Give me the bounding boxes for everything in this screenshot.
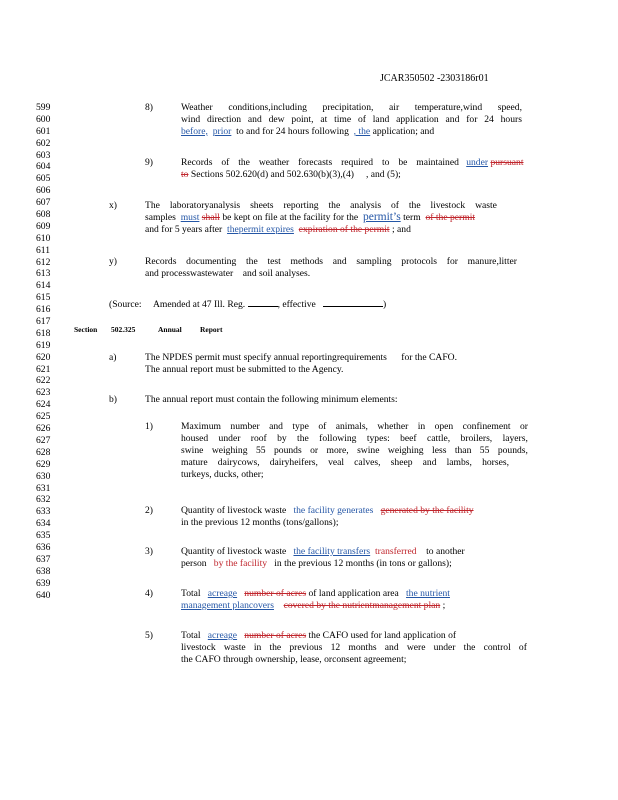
word: and (445, 113, 460, 125)
word: hours (500, 113, 522, 125)
word: horses, (482, 456, 509, 468)
line-number: 627 (36, 434, 51, 446)
source-note (109, 297, 386, 309)
word: maintained (416, 157, 459, 168)
item-label: 4) (145, 588, 153, 599)
word: 12 (330, 641, 341, 653)
word: more, (326, 444, 349, 456)
paragraph-line (181, 126, 522, 138)
word: speed, (497, 102, 522, 113)
word: and (269, 421, 283, 432)
word: than (454, 444, 472, 456)
paragraph-line (181, 505, 474, 517)
word: beef (400, 432, 417, 444)
word: 24 (484, 113, 494, 125)
body-text: the CAFO used for land application of (308, 630, 457, 641)
paragraph-line (109, 297, 386, 309)
word: of (390, 200, 399, 211)
body-text: Amended at 47 Ill. Reg. (152, 299, 246, 310)
word: Weather (181, 102, 213, 113)
blank-line (323, 297, 383, 307)
item-label: 8) (145, 102, 153, 113)
word: type (292, 421, 309, 432)
word: livestock (430, 200, 466, 211)
paragraph-line (181, 445, 528, 457)
inserted-text: management plancovers (181, 599, 274, 611)
line-number: 607 (36, 197, 51, 209)
inserted-text: permit’s (362, 210, 401, 223)
line-number: 602 (36, 137, 51, 149)
word: whether (377, 421, 409, 432)
section-title: Annual (158, 325, 182, 334)
line-number: 637 (36, 553, 51, 565)
section-number: 502.325 (111, 325, 136, 334)
word: and (422, 456, 437, 468)
word: for (446, 256, 458, 267)
line-number: 620 (36, 351, 51, 363)
word: point, (291, 113, 314, 125)
word: months (348, 641, 377, 653)
word: the (463, 641, 476, 653)
line-number: 606 (36, 185, 51, 197)
paragraph-line: and processwastewater and soil analyses. (145, 267, 311, 279)
line-number: 611 (36, 244, 51, 256)
word: methods (290, 256, 324, 267)
word: were (406, 641, 426, 653)
line-number: 622 (36, 375, 51, 387)
paragraph-y (145, 256, 517, 280)
word: sampling (356, 256, 392, 267)
line-number: 608 (36, 209, 51, 221)
deleted-text: transferred (374, 546, 417, 557)
inserted-text: must (180, 211, 200, 223)
word: following (319, 432, 357, 444)
line-number: 628 (36, 446, 51, 458)
line-number: 601 (36, 125, 51, 137)
line-number: 614 (36, 280, 51, 292)
paragraph-line (181, 642, 527, 654)
inserted-text: the nutrient (406, 588, 450, 599)
word: the (269, 641, 282, 653)
word: direction (207, 113, 242, 125)
word: dairyheifers, (269, 456, 318, 468)
word: laboratoryanalysis (169, 200, 241, 211)
word: protocols (401, 256, 438, 267)
paragraph-line (145, 200, 497, 212)
word: sheep (390, 456, 413, 468)
paragraph-line (181, 457, 509, 469)
deleted-text: number of acres (244, 588, 307, 599)
item-label: b) (109, 394, 117, 405)
paragraph-b (145, 394, 398, 406)
paragraph-b2 (181, 505, 474, 529)
word: of (221, 157, 230, 168)
word: livestock (181, 641, 216, 653)
line-number: 631 (36, 482, 51, 494)
body-text: Total (181, 588, 201, 599)
word: Maximum (181, 421, 221, 432)
paragraph-line (181, 546, 465, 558)
deleted-text: generated by the facility (380, 505, 474, 516)
word: previous (289, 641, 323, 653)
word: swine (357, 444, 380, 456)
body-text: ) (382, 299, 387, 310)
word: in (417, 421, 426, 432)
paragraph-line (181, 433, 528, 445)
word: under (433, 641, 456, 653)
line-number-column (36, 102, 50, 601)
body-text: be kept on file at the facility for the (222, 211, 359, 223)
paragraph-line (181, 421, 528, 433)
line-number: 599 (36, 102, 51, 113)
deleted-text: shall (201, 211, 220, 223)
line-number: 630 (36, 470, 51, 482)
word: by (277, 432, 287, 444)
body-text: , and (5); (365, 168, 401, 180)
body-text: samples (145, 211, 176, 223)
item-label: a) (109, 352, 117, 363)
word: land (372, 113, 390, 125)
paragraph-line (181, 630, 527, 642)
word: open (434, 421, 454, 432)
line-number: 604 (36, 161, 51, 173)
word: lambs, (446, 456, 472, 468)
word: The (145, 200, 160, 211)
body-text: (Source: (109, 299, 142, 310)
inserted-text: acreage (207, 630, 238, 641)
word: weighing (211, 444, 248, 456)
paragraph-line (181, 114, 522, 126)
paragraph-b4 (181, 588, 450, 612)
word: reporting (283, 200, 319, 211)
body-text: ; and (391, 223, 411, 235)
word: for (466, 113, 478, 125)
word: the (297, 432, 309, 444)
line-number: 640 (36, 589, 51, 601)
word: animals, (335, 421, 368, 432)
word: dew (268, 113, 285, 125)
deleted-text: expiration of the permit (298, 223, 390, 235)
body-text: term (403, 211, 421, 223)
deleted-text: of the permit (425, 211, 476, 223)
word: mature (181, 456, 208, 468)
body-text: ; (442, 599, 446, 611)
word: or (519, 421, 528, 432)
word: roof (250, 432, 267, 444)
deleted-text: pursuant (490, 157, 524, 168)
body-text: Quantity of livestock waste (181, 505, 287, 516)
word: the (238, 157, 250, 168)
word: be (398, 157, 408, 168)
body-text: to and for 24 hours following (236, 125, 349, 137)
paragraph-line: The NPDES permit must specify annual reportingrequirements for the CAFO. (145, 352, 458, 363)
paragraph-x (145, 200, 541, 236)
line-number: 638 (36, 565, 51, 577)
line-number: 629 (36, 458, 51, 470)
line-number: 634 (36, 518, 51, 530)
line-number: 619 (36, 339, 51, 351)
item-label: 2) (145, 505, 153, 516)
word: manure,litter (467, 256, 517, 267)
word: broilers, (460, 432, 493, 444)
word: the (246, 256, 258, 267)
word: Records (145, 256, 177, 267)
paragraph-line: in the previous 12 months (tons/gallons); (181, 516, 339, 528)
blank-line (248, 297, 278, 307)
line-number: 615 (36, 292, 51, 304)
line-number: 635 (36, 530, 51, 542)
inserted-text: prior (212, 125, 232, 137)
word: the (408, 200, 421, 211)
item-label: 1) (145, 421, 153, 432)
paragraph-line: turkeys, ducks, other; (181, 468, 264, 480)
line-number: 609 (36, 220, 51, 232)
word: of (318, 421, 327, 432)
item-label: 3) (145, 546, 153, 557)
paragraph-line (181, 558, 465, 570)
word: time (334, 113, 352, 125)
word: waste (223, 641, 246, 653)
paragraph-b5 (181, 630, 527, 666)
word: at (320, 113, 328, 125)
paragraph-b3 (181, 546, 465, 570)
paragraph-line (181, 102, 522, 114)
line-number: 612 (36, 256, 51, 268)
word: precipitation, (322, 102, 374, 113)
paragraph-line (145, 212, 541, 224)
body-text: to another (426, 546, 465, 557)
paragraph-line (181, 588, 450, 600)
word: swine (181, 444, 204, 456)
word: control (483, 641, 511, 653)
line-number: 633 (36, 506, 51, 518)
paragraph-b1 (181, 421, 528, 480)
word: Records (181, 157, 213, 168)
paragraph-line: The annual report must contain the following minimum elements: (145, 394, 398, 405)
word: conditions,including (228, 102, 307, 113)
word: housed (181, 432, 209, 444)
inserted-text: under (466, 157, 489, 168)
word: of (518, 641, 527, 653)
word: veal (328, 456, 345, 468)
line-number: 636 (36, 541, 51, 553)
item-label: 9) (145, 157, 153, 168)
word: air (389, 102, 400, 113)
paragraph-line (181, 157, 533, 169)
body-text (181, 157, 459, 169)
line-number: 621 (36, 363, 51, 375)
body-text: , effective (277, 299, 316, 310)
inserted-text: acreage (207, 588, 238, 599)
paragraph-line (145, 224, 541, 236)
inserted-text: thepermit expires (227, 223, 294, 235)
word: wind (181, 113, 201, 125)
word: calves, (354, 456, 381, 468)
body-text: application; and (372, 125, 435, 137)
word: of (357, 113, 366, 125)
body-text: Sections 502.620(d) and 502.630(b)(3),(4) (190, 168, 354, 180)
section-word: Section (74, 325, 98, 334)
deleted-text: number of acres (244, 630, 307, 641)
inserted-text: before, (181, 125, 208, 137)
body-text: Quantity of livestock waste (181, 546, 287, 557)
word: dairycows, (217, 456, 260, 468)
line-number: 626 (36, 423, 51, 435)
word: test (267, 256, 281, 267)
word: in (253, 641, 262, 653)
line-number: 625 (36, 411, 51, 423)
body-text: and for 5 years after (145, 223, 223, 235)
word: 55 (255, 444, 266, 456)
word: pounds (273, 444, 302, 456)
word: waste (475, 200, 497, 211)
deleted-text: by the facility (213, 557, 268, 569)
word: confinement (462, 421, 511, 432)
word: and (332, 256, 347, 267)
paragraph-8 (181, 102, 522, 138)
line-number: 617 (36, 316, 51, 328)
word: types: (366, 432, 390, 444)
deleted-text: covered by the nutrientmanagement plan (283, 599, 441, 611)
paragraph-line (181, 169, 533, 181)
line-number: 605 (36, 173, 51, 185)
word: layers, (502, 432, 528, 444)
paragraph-line: the CAFO through ownership, lease, orconsent agreement; (181, 653, 407, 665)
line-number: 613 (36, 268, 51, 280)
word: documenting (186, 256, 237, 267)
item-label: y) (109, 256, 117, 267)
line-number: 610 (36, 232, 51, 244)
inserted-text: the facility generates (293, 505, 374, 516)
body-text: Total (181, 630, 201, 641)
body-text: person (181, 557, 207, 569)
paragraph-line (181, 600, 450, 612)
line-number: 639 (36, 577, 51, 589)
word: weighing (387, 444, 424, 456)
word: under (218, 432, 241, 444)
inserted-text: the facility transfers (293, 546, 371, 557)
body-text: of land application area (308, 588, 399, 599)
word: number (230, 421, 260, 432)
word: analysis (350, 200, 382, 211)
word: the (328, 200, 341, 211)
paragraph-a (145, 352, 457, 376)
word: required (341, 157, 374, 168)
word: or (310, 444, 319, 456)
line-number: 618 (36, 327, 51, 339)
word: weather (258, 157, 290, 168)
paragraph-9 (181, 157, 533, 181)
word: and (247, 113, 262, 125)
word: application (396, 113, 439, 125)
line-number: 603 (36, 149, 51, 161)
word: forecasts (298, 157, 333, 168)
word: cattle, (426, 432, 451, 444)
word: 55 (479, 444, 490, 456)
body-text: in the previous 12 months (in tons or gallons); (274, 557, 452, 569)
item-label: x) (109, 200, 117, 211)
line-number: 624 (36, 399, 51, 411)
word: pounds, (497, 444, 528, 456)
item-label: 5) (145, 630, 153, 641)
paragraph-line (145, 256, 517, 268)
line-number: 632 (36, 494, 51, 506)
line-number: 600 (36, 113, 51, 125)
document-header: JCAR350502 -2303186r01 (380, 73, 489, 84)
section-title: Report (200, 325, 223, 334)
word: sheets (250, 200, 274, 211)
word: to (381, 157, 390, 168)
paragraph-line: The annual report must be submitted to the Agency. (145, 363, 344, 375)
word: and (384, 641, 399, 653)
deleted-text: to (181, 168, 189, 180)
line-number: 616 (36, 304, 51, 316)
line-number: 623 (36, 387, 51, 399)
word: temperature,wind (414, 102, 483, 113)
inserted-text: , the (353, 125, 371, 137)
word: less (432, 444, 447, 456)
